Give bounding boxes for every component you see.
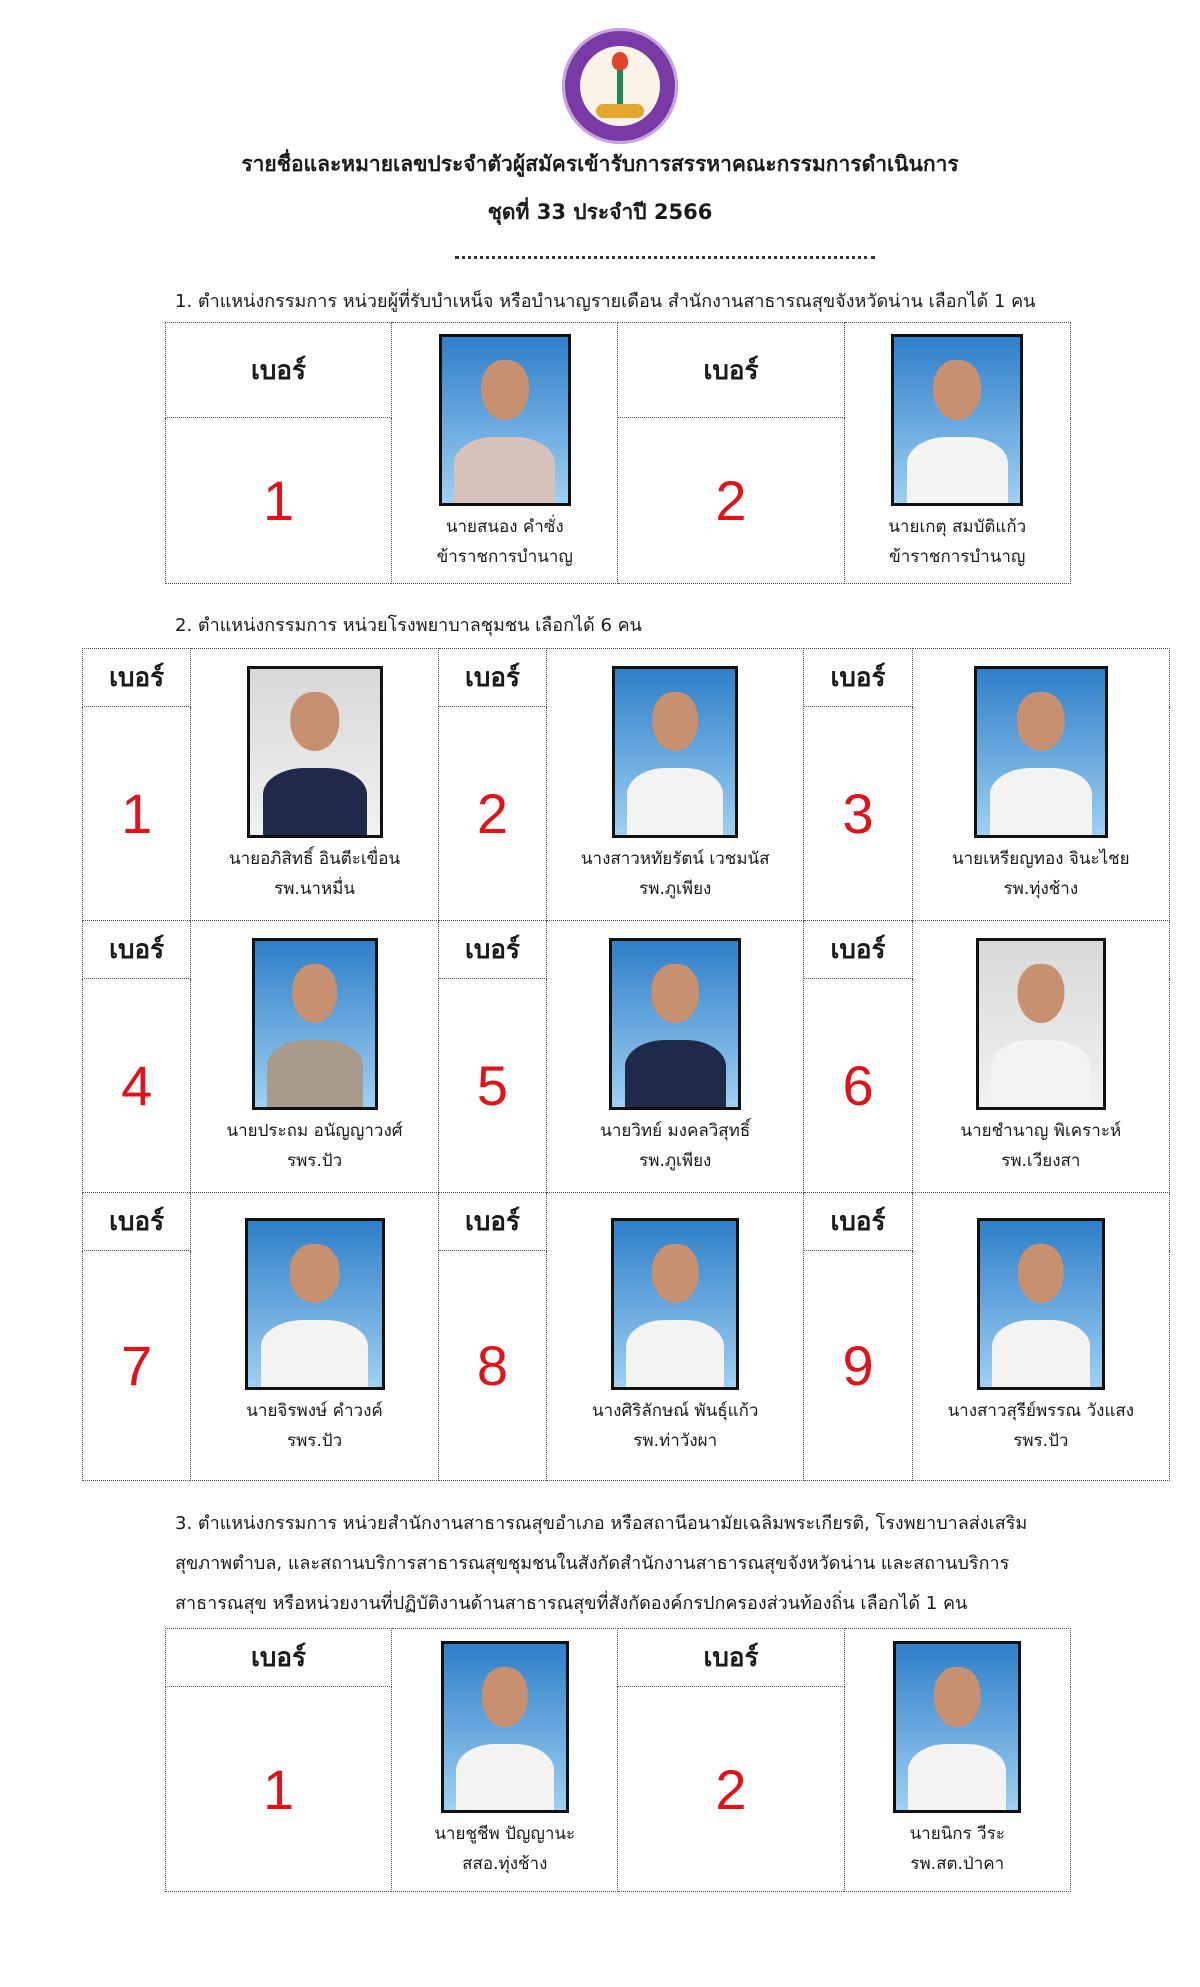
number-label: เบอร์ <box>438 921 546 979</box>
number-label: เบอร์ <box>618 1629 844 1687</box>
candidate-name: นายนิกร วีระ <box>909 1824 1005 1844</box>
candidate-card <box>912 649 1169 921</box>
candidate-position: รพร.ปัว <box>286 1430 343 1451</box>
number-label: เบอร์ <box>438 1193 546 1251</box>
section3-heading-line3: สาธารณสุข หรือหน่วยงานที่ปฏิบัติงานด้านสาธารณสุขที่สังกัดองค์กรปกครองส่วนท้องถิ่น เลือกได้ 1 คน <box>175 1593 968 1614</box>
candidate-card <box>547 1193 804 1481</box>
candidate-position: รพร.ปัว <box>286 1150 343 1171</box>
candidate-position: รพ.สต.ป่าคา <box>910 1854 1005 1874</box>
candidate-photo <box>609 938 741 1110</box>
candidate-position: สสอ.ทุ่งช้าง <box>462 1854 548 1874</box>
candidate-number: 3 <box>804 707 912 921</box>
candidate-card <box>392 1629 618 1892</box>
candidate-position: รพ.ท่าวังผา <box>633 1430 718 1451</box>
candidate-photo <box>612 666 738 838</box>
number-label: เบอร์ <box>804 649 912 707</box>
section2-table <box>82 648 1170 1481</box>
candidate-position: รพ.นาหมื่น <box>274 878 356 899</box>
candidate-name: นางสาวหทัยรัตน์ เวชมนัส <box>580 848 770 869</box>
candidate-photo <box>977 1218 1105 1390</box>
candidate-photo <box>252 938 378 1110</box>
section3-table <box>165 1628 1071 1892</box>
number-label: เบอร์ <box>438 649 546 707</box>
number-label: เบอร์ <box>166 1629 392 1687</box>
candidate-position: รพร.ปัว <box>1013 1430 1069 1451</box>
number-label: เบอร์ <box>618 323 844 418</box>
candidate-number: 9 <box>804 1251 912 1481</box>
candidate-card <box>392 323 618 584</box>
document-subtitle: ชุดที่ 33 ประจำปี 2566 <box>487 200 713 224</box>
candidate-number: 2 <box>438 707 546 921</box>
candidate-position: รพ.เวียงสา <box>1001 1150 1081 1171</box>
candidate-number: 5 <box>438 979 546 1193</box>
candidate-name: นายประถม อนัญญาวงศ์ <box>226 1120 403 1141</box>
candidate-card <box>912 1193 1169 1481</box>
candidate-number: 1 <box>166 1687 392 1892</box>
candidate-card <box>191 921 439 1193</box>
candidate-name: นายเกตุ สมบัติแก้ว <box>888 517 1027 537</box>
candidate-number: 2 <box>618 1687 844 1892</box>
number-label: เบอร์ <box>83 649 191 707</box>
candidate-number: 7 <box>83 1251 191 1481</box>
candidate-number: 2 <box>618 418 844 584</box>
candidate-number: 4 <box>83 979 191 1193</box>
number-label: เบอร์ <box>166 323 392 418</box>
number-label: เบอร์ <box>804 1193 912 1251</box>
candidate-photo <box>245 1218 385 1390</box>
number-label: เบอร์ <box>83 1193 191 1251</box>
candidate-number: 1 <box>83 707 191 921</box>
document-title: รายชื่อและหมายเลขประจำตัวผู้สมัครเข้ารับการสรรหาคณะกรรมการดำเนินการ <box>241 152 959 176</box>
candidate-name: นายชูชีพ ปัญญานะ <box>434 1824 576 1844</box>
candidate-card <box>912 921 1169 1193</box>
candidate-photo <box>976 938 1106 1110</box>
candidate-card <box>547 921 804 1193</box>
section3-heading-line1: 3. ตำแหน่งกรรมการ หน่วยสำนักงานสาธารณสุขอำเภอ หรือสถานีอนามัยเฉลิมพระเกียรติ, โรงพยาบาลส่งเสริม <box>175 1513 1028 1534</box>
candidate-position: รพ.ทุ่งช้าง <box>1003 878 1079 899</box>
candidate-card <box>844 1629 1070 1892</box>
candidate-name: นางสาวสุรีย์พรรณ วังแสง <box>947 1400 1135 1421</box>
section3-heading-line2: สุขภาพตำบล, และสถานบริการสาธารณสุขชุมชนในสังกัดสำนักงานสาธารณสุขจังหวัดน่าน และสถานบริการ <box>175 1553 1010 1574</box>
candidate-photo <box>974 666 1108 838</box>
candidate-name: นางศิริลักษณ์ พันธุ์แก้ว <box>591 1400 759 1421</box>
candidate-photo <box>611 1218 739 1390</box>
candidate-photo <box>439 334 571 506</box>
number-label: เบอร์ <box>83 921 191 979</box>
candidate-card <box>191 649 439 921</box>
candidate-position: ข้าราชการบำนาญ <box>889 547 1026 567</box>
candidate-photo <box>891 334 1023 506</box>
candidate-number: 8 <box>438 1251 546 1481</box>
candidate-name: นายสนอง คำซั่ง <box>445 517 564 537</box>
dotted-divider <box>455 256 875 259</box>
candidate-photo <box>247 666 383 838</box>
number-label: เบอร์ <box>804 921 912 979</box>
candidate-position: รพ.ภูเพียง <box>639 1150 712 1171</box>
candidate-name: นายอภิสิทธิ์ อินตีะเขื่อน <box>228 848 401 869</box>
candidate-card <box>191 1193 439 1481</box>
candidate-name: นายวิทย์ มงคลวิสุทธิ์ <box>600 1120 751 1141</box>
candidate-name: นายชำนาญ พิเคราะห์ <box>960 1120 1122 1141</box>
candidate-number: 1 <box>166 418 392 584</box>
candidate-photo <box>441 1641 569 1813</box>
section1-table <box>165 322 1071 584</box>
candidate-name: นายจิรพงษ์ คำวงค์ <box>246 1400 383 1421</box>
candidate-number: 6 <box>804 979 912 1193</box>
candidate-card <box>547 649 804 921</box>
candidate-photo <box>893 1641 1021 1813</box>
section2-heading: 2. ตำแหน่งกรรมการ หน่วยโรงพยาบาลชุมชน เลือกได้ 6 คน <box>175 615 642 636</box>
candidate-position: รพ.ภูเพียง <box>639 878 712 899</box>
candidate-card <box>844 323 1070 584</box>
candidate-name: นายเหรียญทอง จินะไชย <box>952 848 1130 869</box>
cooperative-logo <box>562 28 678 144</box>
section1-heading: 1. ตำแหน่งกรรมการ หน่วยผู้ที่รับบำเหน็จ หรือบำนาญรายเดือน สำนักงานสาธารณสุขจังหวัดน่าน เลือกได้ 1 คน <box>175 291 1036 312</box>
candidate-position: ข้าราชการบำนาญ <box>436 547 573 567</box>
